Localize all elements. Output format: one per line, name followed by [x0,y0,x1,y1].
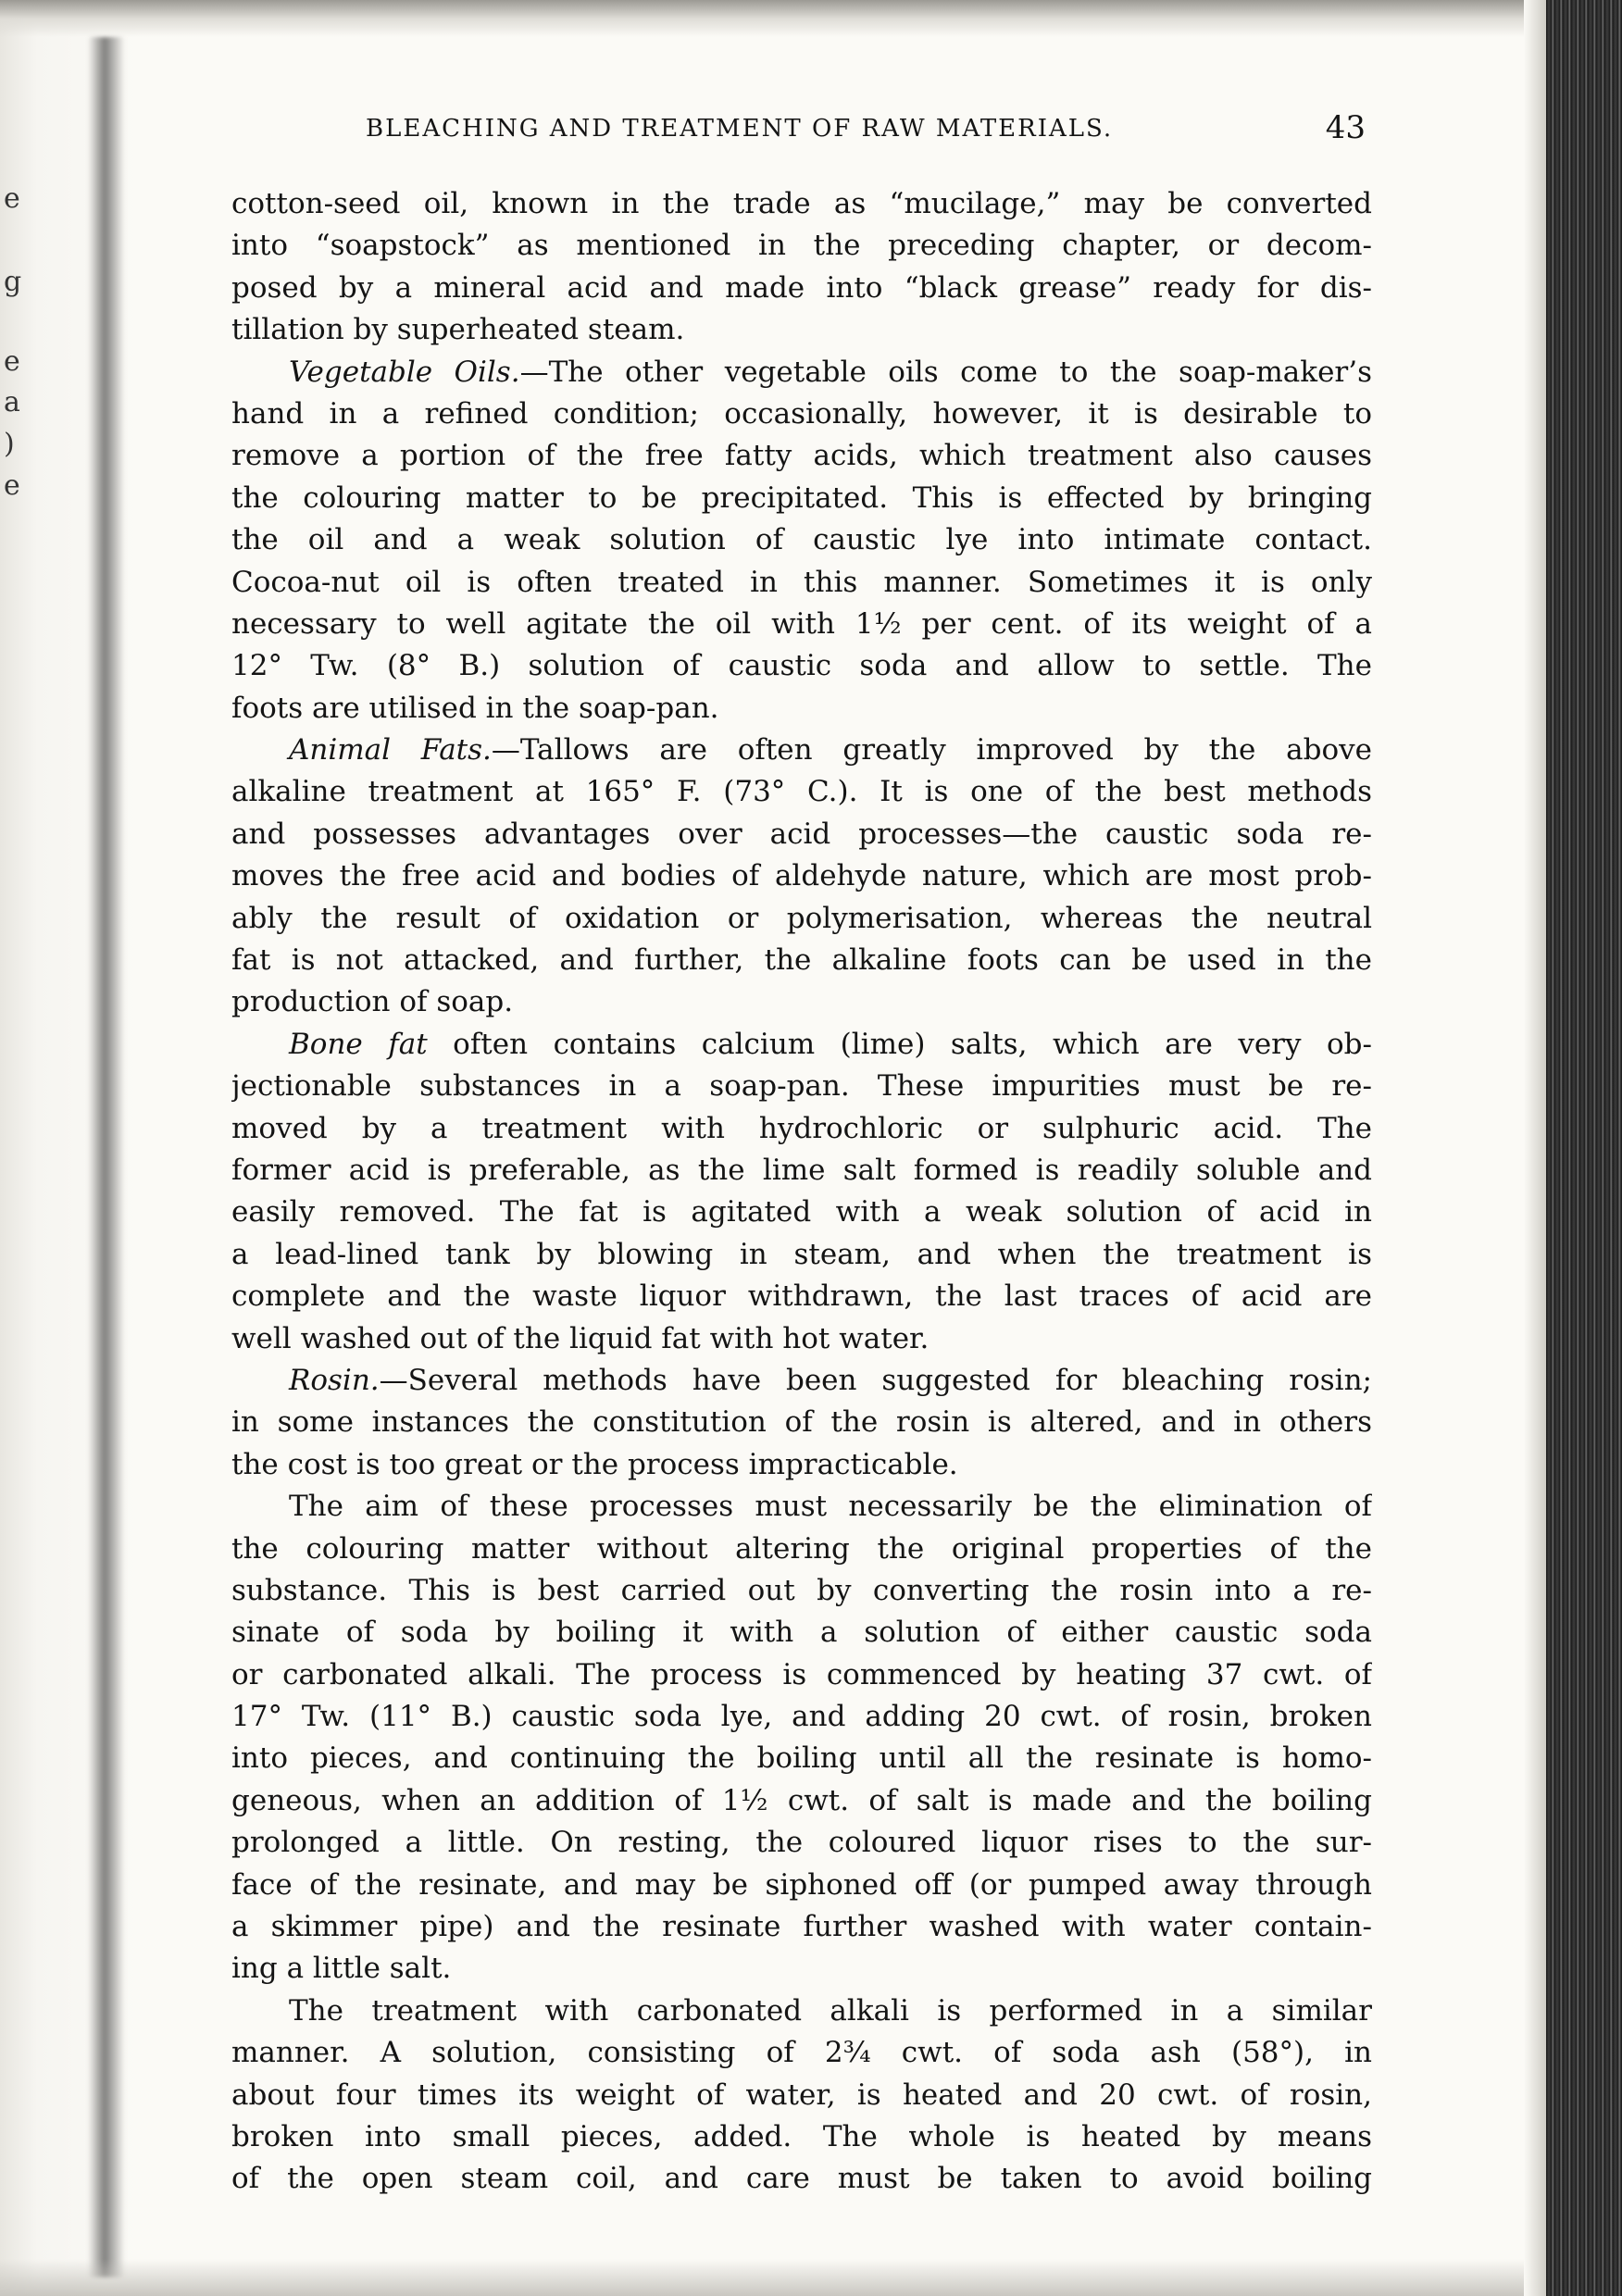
text-line-rest: often contains calcium (lime) salts, which are very ob- [427,1027,1372,1061]
text-line [231,730,1372,771]
text-line: the oil and a weak solution of caustic lye into intimate contact. [231,523,1372,557]
text-line-rest: —Tallows are often greatly improved by the above [491,733,1372,767]
text-line: manner. A solution, consisting of 2¾ cwt. of soda ash (58°), in [231,2036,1372,2070]
section-heading-vegetable-oils: Vegetable Oils. [289,355,520,389]
top-page-edge [0,0,1622,37]
text-line-rest: —Several methods have been suggested for bleaching rosin; [379,1363,1372,1397]
text-line: the cost is too great or the process impracticable. [231,1447,958,1481]
text-line: substance. This is best carried out by converting the rosin into a re- [231,1573,1372,1607]
text-line: 12° Tw. (8° B.) solution of caustic soda and allow to settle. The [231,649,1372,683]
text-line: posed by a mineral acid and made into “black grease” ready for dis- [231,270,1372,305]
page-number: 43 [1325,109,1366,146]
running-title: BLEACHING AND TREATMENT OF RAW MATERIALS. [366,115,1114,143]
facing-page-letter: e [4,182,20,215]
text-line: the colouring matter without altering the original properties of the [231,1531,1372,1566]
text-line: tillation by superheated steam. [231,313,685,347]
text-line: jectionable substances in a soap-pan. These impurities must be re- [231,1069,1372,1104]
text-line: Cocoa-nut oil is often treated in this manner. Sometimes it is only [231,565,1372,599]
text-line: fat is not attacked, and further, the alkaline foots can be used in the [231,943,1372,978]
text-line-rest: —The other vegetable oils come to the soap-maker’s [519,355,1372,389]
running-head [366,109,1366,156]
text-line: about four times its weight of water, is heated and 20 cwt. of rosin, [231,2078,1372,2112]
text-line: The aim of these processes must necessarily be the elimination of [289,1490,1372,1524]
bottom-page-edge [0,2259,1622,2296]
text-line: ing a little salt. [231,1952,452,1986]
facing-page-letter: g [4,266,22,298]
text-line [231,1360,1372,1402]
text-line: necessary to well agitate the oil with 1½ per cent. of its weight of a [231,606,1372,641]
text-line: The treatment with carbonated alkali is performed in a similar [289,1993,1372,2028]
text-line: moves the free acid and bodies of aldehyde nature, which are most prob- [231,859,1372,893]
text-line: former acid is preferable, as the lime salt formed is readily soluble and [231,1153,1372,1187]
text-line: remove a portion of the free fatty acids, which treatment also causes [231,439,1372,473]
text-line: hand in a refined condition; occasionally, however, it is desirable to [231,396,1372,430]
text-line: moved by a treatment with hydrochloric or sulphuric acid. The [231,1111,1372,1145]
text-line: of the open steam coil, and care must be taken to avoid boiling [231,2162,1372,2196]
text-line: ably the result of oxidation or polymerisation, whereas the neutral [231,901,1372,935]
text-line: easily removed. The fat is agitated with a weak solution of acid in [231,1195,1372,1229]
text-line: cotton-seed oil, known in the trade as “mucilage,” may be converted [231,187,1372,220]
book-spine-edge [1546,0,1622,2296]
text-line: 17° Tw. (11° B.) caustic soda lye, and adding 20 cwt. of rosin, broken [231,1700,1372,1734]
section-heading-animal-fats: Animal Fats. [289,733,492,767]
text-line: alkaline treatment at 165° F. (73° C.). It is one of the best methods [231,775,1372,809]
text-line: foots are utilised in the soap-pan. [231,691,719,725]
text-line: the colouring matter to be precipitated. This is effected by bringing [231,480,1372,515]
section-heading-rosin: Rosin. [289,1363,380,1397]
text-line: a skimmer pipe) and the resinate further washed with water contain- [231,1910,1372,1944]
section-heading-bone-fat: Bone fat [289,1027,428,1061]
facing-page-letter: e [4,469,20,502]
body-text [231,183,1372,2201]
text-line [231,352,1372,393]
text-line: prolonged a little. On resting, the coloured liquor rises to the sur- [231,1826,1372,1860]
facing-page-letter: a [4,386,20,418]
text-line [231,1024,1372,1066]
text-line: in some instances the constitution of the rosin is altered, and in others [231,1405,1372,1440]
text-line: into “soapstock” as mentioned in the preceding chapter, or decom- [231,229,1372,263]
text-line: face of the resinate, and may be siphoned off (or pumped away through [231,1867,1372,1902]
text-line: a lead-lined tank by blowing in steam, and when the treatment is [231,1237,1372,1271]
right-page-curl [1524,0,1546,2296]
text-line: broken into small pieces, added. The whole is heated by means [231,2119,1372,2153]
text-line: sinate of soda by boiling it with a solution of either caustic soda [231,1616,1372,1650]
binding-shadow [88,37,125,2277]
text-line: into pieces, and continuing the boiling until all the resinate is homo- [231,1741,1372,1776]
facing-page-letter: ) [4,428,15,460]
text-line: well washed out of the liquid fat with hot water. [231,1321,930,1355]
text-line: complete and the waste liquor withdrawn, the last traces of acid are [231,1279,1372,1314]
text-line: production of soap. [231,985,514,1019]
text-line: geneous, when an addition of 1½ cwt. of salt is made and the boiling [231,1783,1372,1817]
text-line: and possesses advantages over acid processes—the caustic soda re- [231,817,1372,851]
text-line: or carbonated alkali. The process is commenced by heating 37 cwt. of [231,1657,1372,1691]
facing-page-letter: e [4,345,20,378]
